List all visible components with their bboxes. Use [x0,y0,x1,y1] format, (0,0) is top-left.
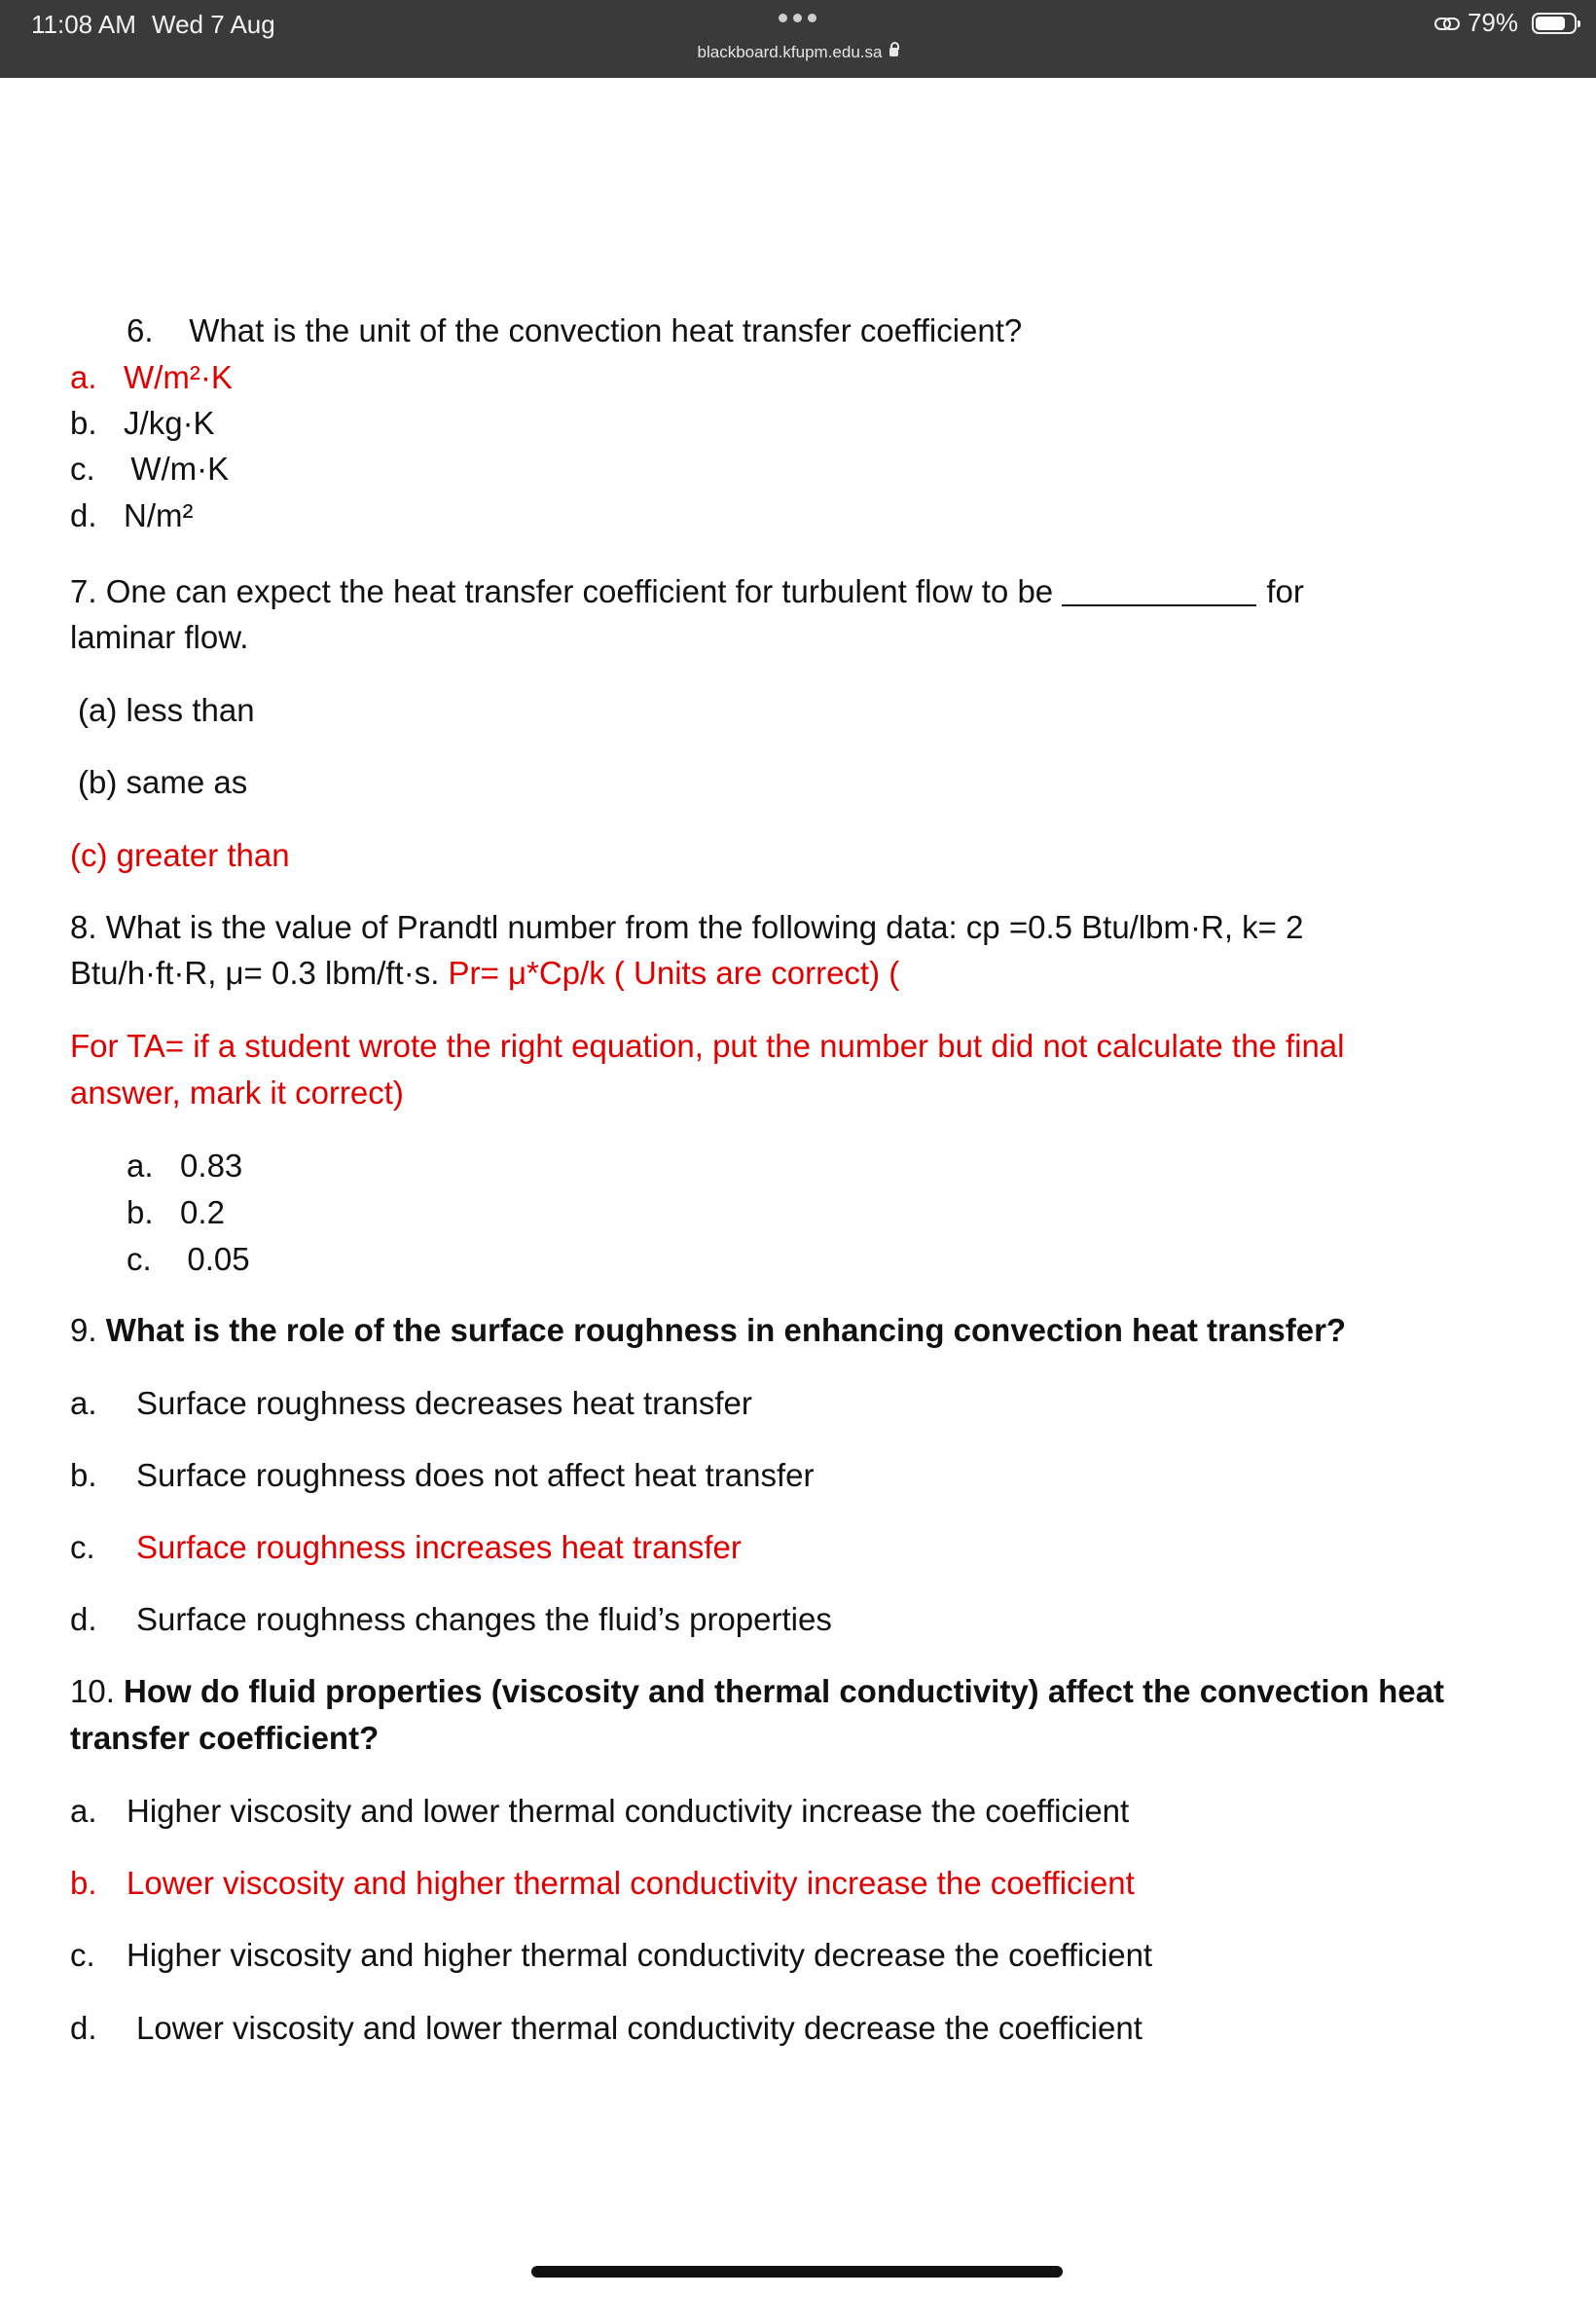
more-dots-icon[interactable] [779,14,816,22]
option-text: 0.2 [180,1194,225,1230]
status-time: 11:08 AM [31,10,136,39]
q10-option-c [70,1936,1152,1975]
option-text: Lower viscosity and lower thermal conductivity decrease the coefficient [136,2010,1143,2046]
q6-option-d [70,496,194,535]
answer-blank [1062,575,1256,606]
q6-option-c [70,450,229,489]
option-text: Higher viscosity and lower thermal conductivity increase the coefficient [127,1793,1130,1829]
q8-option-a [127,1147,242,1185]
q10-question-line1 [70,1672,1444,1711]
status-bar [0,0,1596,78]
address-bar[interactable] [0,43,1596,62]
q8-data: Btu/h·ft·R, μ= 0.3 lbm/ft·s. [70,955,449,991]
option-text: Surface roughness increases heat transfer [136,1529,742,1565]
q7-option-a: (a) less than [78,692,255,728]
option-letter: b. [70,1865,97,1901]
option-text: Surface roughness changes the fluid’s properties [136,1601,832,1637]
option-text: Surface roughness does not affect heat transfer [136,1457,815,1493]
q10-option-d [70,2009,1143,2048]
q10-number: 10. [70,1673,125,1709]
option-text: W/m²·K [124,359,233,395]
q7-text-for: for [1266,573,1304,609]
option-text: 0.05 [187,1241,250,1277]
q10-question-line2: transfer coefficient? [70,1720,380,1756]
option-letter: a. [70,1793,97,1829]
option-letter: c. [70,1937,95,1973]
q7-question [70,572,1304,611]
option-text: Higher viscosity and higher thermal conductivity decrease the coefficient [127,1937,1153,1973]
q6-option-b [70,404,215,443]
q10-option-a [70,1792,1129,1831]
q8-ta-note-2: answer, mark it correct) [70,1075,404,1111]
q8-formula: Pr= μ*Cp/k ( Units are correct) ( [448,955,900,991]
option-letter: b. [127,1194,154,1230]
q9-option-d [70,1600,832,1639]
document-page [0,78,1596,2297]
option-letter: a. [127,1148,154,1184]
option-letter: d. [70,2010,97,2046]
option-letter: b. [70,405,97,441]
option-letter: c. [127,1241,152,1277]
option-letter: d. [70,497,97,533]
q8-option-c [127,1240,250,1279]
option-text: Lower viscosity and higher thermal conductivity increase the coefficient [127,1865,1135,1901]
option-text: J/kg·K [124,405,215,441]
q6-text: What is the unit of the convection heat transfer coefficient? [189,312,1023,348]
status-date: Wed 7 Aug [152,10,275,39]
url-text: blackboard.kfupm.edu.sa [697,43,883,61]
battery-fill [1536,17,1565,30]
lock-icon [889,48,898,56]
status-right [1434,8,1577,38]
home-indicator[interactable] [531,2266,1063,2278]
q7-text: 7. One can expect the heat transfer coefficient for turbulent flow to be [70,573,1054,609]
q10-text: How do fluid properties (viscosity and thermal conductivity) affect the convection heat [124,1673,1444,1709]
q9-number: 9. [70,1312,106,1348]
q8-ta-note-1: For TA= if a student wrote the right equation, put the number but did not calculate the final [70,1028,1345,1064]
option-letter: d. [70,1601,97,1637]
option-letter: b. [70,1457,97,1493]
q6-option-a [70,358,233,397]
q8-question-line2 [70,954,899,993]
option-letter: a. [70,1385,97,1421]
q6-question [127,311,1022,350]
q9-option-b [70,1456,815,1495]
option-text: N/m² [124,497,194,533]
q8-option-b [127,1193,225,1232]
q9-text: What is the role of the surface roughness in enhancing convection heat transfer? [105,1312,1347,1348]
q10-option-b [70,1864,1135,1903]
battery-icon [1532,13,1577,34]
q7-option-c: (c) greater than [70,837,290,873]
q9-option-c [70,1528,742,1567]
option-text: W/m·K [130,451,230,487]
q9-question [70,1311,1346,1350]
option-letter: a. [70,359,97,395]
option-letter: c. [70,1529,95,1565]
battery-percent: 79% [1467,8,1518,37]
link-icon [1434,16,1460,31]
option-text: 0.83 [180,1148,243,1184]
option-text: Surface roughness decreases heat transfer [136,1385,752,1421]
option-letter: c. [70,451,95,487]
q8-question-line1: 8. What is the value of Prandtl number from the following data: cp =0.5 Btu/lbm·R, k= 2 [70,909,1304,945]
q7-question-end: laminar flow. [70,619,249,655]
q7-option-b: (b) same as [78,764,248,800]
q9-option-a [70,1384,752,1423]
q6-number: 6. [127,312,154,348]
